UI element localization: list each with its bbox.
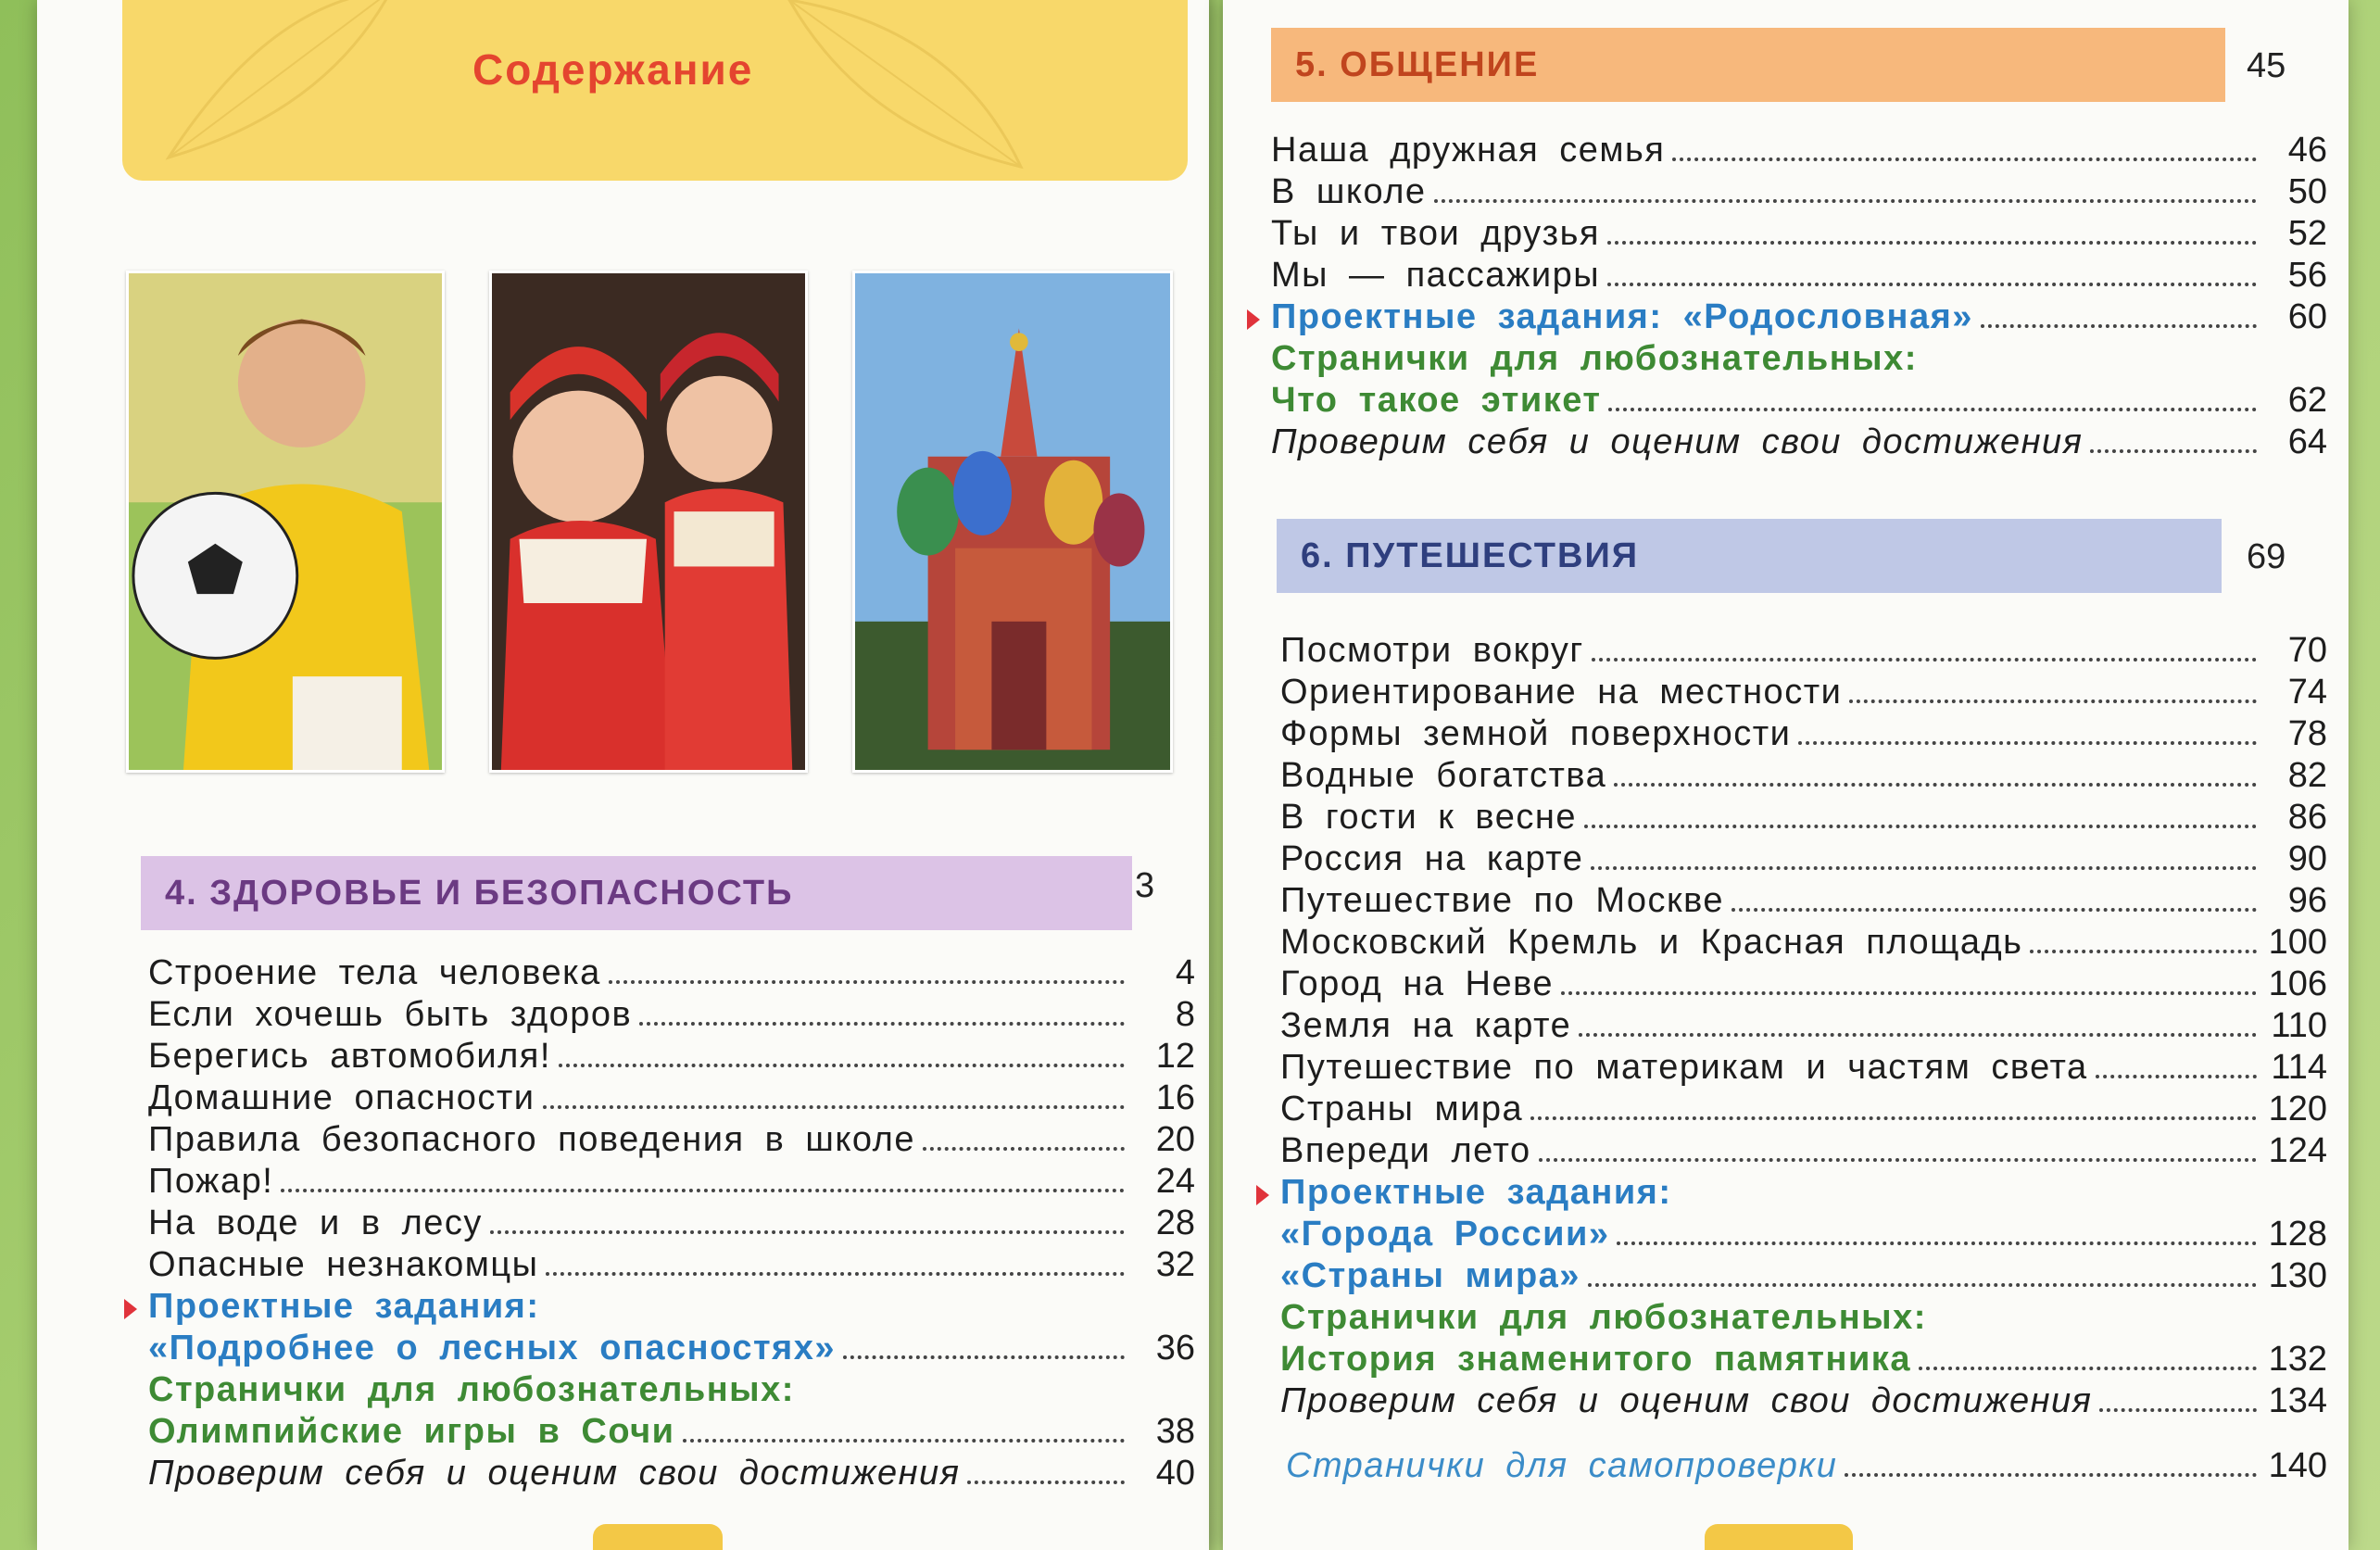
leaf-decoration-icon [771,0,1030,176]
toc-entry[interactable] [1280,630,2327,672]
toc-entry-page: 86 [2287,798,2327,837]
toc-entry-title: Впереди лето [1280,1131,1531,1170]
toc-entry-page: 128 [2268,1215,2327,1254]
toc-entry[interactable] [1280,1297,2327,1339]
toc-entry-page: 130 [2268,1256,2327,1295]
toc-entry[interactable] [148,1119,1195,1161]
toc-entry[interactable] [1280,755,2327,797]
dot-leader [683,1435,1125,1443]
toc-entry-page: 78 [2287,714,2327,753]
dot-leader [1607,237,2257,245]
toc-entry-title: «Страны мира» [1280,1256,1580,1295]
red-triangle-marker-icon [1247,309,1260,330]
toc-entry-page: 106 [2268,964,2327,1003]
toc-entry-page: 120 [2268,1090,2327,1128]
toc-entry-title: Проектные задания: «Родословная» [1271,297,1973,336]
toc-entry[interactable] [1280,1089,2327,1130]
toc-entry-page: 46 [2287,131,2327,170]
toc-entry-page: 124 [2268,1131,2327,1170]
toc-entry-page: 96 [2287,881,2327,920]
dot-leader [2030,946,2257,953]
toc-entry-title: Проверим себя и оценим свои достижения [1280,1381,2093,1420]
toc-entry[interactable] [148,952,1195,994]
toc-entry-title: Проектные задания: [1280,1173,1672,1212]
toc-entry-page: 74 [2287,673,2327,712]
dot-leader [1608,404,2257,411]
toc-entry[interactable] [1280,964,2327,1005]
toc-entry-title: Наша дружная семья [1271,131,1666,170]
dot-leader [1607,279,2257,286]
dot-leader [1617,1238,2257,1245]
toc-entry-title: Странички для любознательных: [1280,1298,1927,1337]
dot-leader [2099,1405,2257,1412]
dot-leader [1579,1029,2257,1037]
toc-entry-title: Берегись автомобиля! [148,1037,551,1076]
section-4-header: 4. ЗДОРОВЬЕ И БЕЗОПАСНОСТЬ [141,856,1132,930]
toc-entry-page: 110 [2271,1006,2327,1045]
dot-leader [1592,654,2257,662]
dot-leader [609,977,1125,984]
dot-leader [1530,1113,2257,1120]
toc-entry[interactable] [148,1244,1195,1286]
toc-entry-page: 60 [2287,297,2327,336]
dot-leader [1672,154,2257,161]
toc-entry-title: Путешествие по материкам и частям света [1280,1048,2088,1087]
toc-entry[interactable] [1280,922,2327,964]
dot-leader [1849,696,2257,703]
page-number-tab [1705,1524,1853,1550]
toc-entry-page: 56 [2287,256,2327,295]
toc-entry[interactable] [1280,1130,2327,1172]
dot-leader [1981,321,2257,328]
toc-entry[interactable] [1271,171,2327,213]
dot-leader [1539,1154,2257,1162]
st-basils-cathedral-photo [852,271,1173,773]
toc-entry-title: Проектные задания: [148,1287,540,1326]
toc-entry-title: Россия на карте [1280,839,1584,878]
dot-leader [1845,1469,2257,1477]
toc-entry[interactable] [148,1369,1195,1411]
toc-entry-title: Странички для любознательных: [148,1370,795,1409]
red-triangle-marker-icon [124,1299,137,1319]
dot-leader [1731,904,2257,912]
toc-entry[interactable] [1280,713,2327,755]
dot-leader [546,1268,1125,1276]
toc-entry-title: Формы земной поверхности [1280,714,1792,753]
toc-entry[interactable] [1280,672,2327,713]
dot-leader [967,1477,1125,1484]
toc-entry-title: В гости к весне [1280,798,1577,837]
dot-leader [923,1143,1125,1151]
section-4-toc [148,952,1195,1494]
toc-entry-title: В школе [1271,172,1427,211]
toc-entry[interactable] [1280,1047,2327,1089]
toc-entry-title: Опасные незнакомцы [148,1245,539,1284]
toc-entry[interactable] [148,1077,1195,1119]
toc-entry-page: 64 [2287,422,2327,461]
toc-entry[interactable] [1271,338,2327,380]
section-4-page-number: 3 [1135,866,1155,905]
toc-entry[interactable] [148,1411,1195,1453]
toc-entry-page: 90 [2287,839,2327,878]
toc-entry-title: Странички для самопроверки [1286,1446,1838,1485]
toc-entry[interactable] [1280,880,2327,922]
toc-entry-page: 32 [1155,1245,1195,1284]
toc-entry-page: 40 [1155,1454,1195,1493]
toc-entry[interactable] [148,1286,1195,1328]
toc-entry-title: Пожар! [148,1162,274,1201]
section-6-header: 6. ПУТЕШЕСТВИЯ [1277,519,2222,593]
toc-entry-title: Если хочешь быть здоров [148,995,633,1034]
dot-leader [1434,195,2257,203]
girls-in-folk-costume-photo [489,271,808,773]
toc-entry-page: 140 [2268,1446,2327,1485]
dot-leader [1591,863,2257,870]
dot-leader [1614,779,2257,787]
toc-entry-title: Город на Неве [1280,964,1554,1003]
toc-entry-title: Ты и твои друзья [1271,214,1600,253]
dot-leader [543,1102,1125,1109]
toc-entry[interactable] [148,1203,1195,1244]
toc-entry[interactable] [1280,1005,2327,1047]
toc-entry[interactable] [1271,422,2327,463]
section-6-page-number: 69 [2247,537,2286,576]
red-triangle-marker-icon [1256,1185,1269,1205]
dot-leader [2096,1071,2257,1078]
toc-entry-page: 134 [2268,1381,2327,1420]
toc-entry-title: «Подробнее о лесных опасностях» [148,1329,837,1367]
toc-entry-title: Строение тела человека [148,953,601,992]
toc-entry[interactable] [1280,1380,2327,1422]
toc-entry-page: 50 [2287,172,2327,211]
toc-entry-page: 16 [1155,1078,1195,1117]
toc-entry-title: Ориентирование на местности [1280,673,1843,712]
toc-entry[interactable] [1280,1339,2327,1380]
toc-entry-page: 52 [2287,214,2327,253]
page-number-tab [593,1524,723,1550]
toc-entry[interactable] [1271,213,2327,255]
toc-entry-title: Правила безопасного поведения в школе [148,1120,915,1159]
toc-entry-title: Что такое этикет [1271,381,1602,420]
toc-entry-title: Домашние опасности [148,1078,535,1117]
toc-entry-page: 8 [1175,995,1195,1034]
toc-entry-title: Путешествие по Москве [1280,881,1725,920]
toc-entry-page: 62 [2287,381,2327,420]
toc-entry-title: Проверим себя и оценим свои достижения [148,1454,961,1493]
dot-leader [2090,446,2257,453]
toc-entry[interactable] [148,1161,1195,1203]
toc-entry-title: Водные богатства [1280,756,1607,795]
toc-entry-title: Мы — пассажиры [1271,256,1601,295]
dot-leader [1584,821,2257,828]
toc-entry[interactable] [1271,296,2327,338]
toc-entry-title: Странички для любознательных: [1271,339,1918,378]
section-5-header: 5. ОБЩЕНИЕ [1271,28,2225,102]
toc-entry-title: Московский Кремль и Красная площадь [1280,923,2023,962]
toc-entry[interactable] [1271,130,2327,171]
page-title: Содержание [472,45,754,94]
toc-entry-page: 12 [1155,1037,1195,1076]
toc-entry[interactable] [1280,1214,2327,1255]
toc-entry-self-check[interactable] [1286,1445,2327,1487]
section-5-page-number: 45 [2247,46,2286,85]
toc-entry-title: Земля на карте [1280,1006,1572,1045]
toc-entry[interactable] [148,1328,1195,1369]
toc-entry-page: 4 [1175,953,1195,992]
toc-entry[interactable] [1280,1172,2327,1214]
toc-entry-page: 28 [1155,1203,1195,1242]
dot-leader [559,1060,1125,1067]
dot-leader [490,1227,1125,1234]
dot-leader [843,1352,1125,1359]
toc-entry[interactable] [148,1036,1195,1077]
toc-entry-page: 20 [1155,1120,1195,1159]
dot-leader [1798,737,2257,745]
toc-entry-title: «Города России» [1280,1215,1610,1254]
boy-with-soccer-ball-photo [126,271,445,773]
right-page [1223,0,2349,1550]
toc-entry-title: Посмотри вокруг [1280,631,1584,670]
toc-entry-page: 132 [2268,1340,2327,1379]
section-6-toc [1280,630,2327,1422]
toc-entry-title: История знаменитого памятника [1280,1340,1911,1379]
toc-entry-title: Олимпийские игры в Сочи [148,1412,675,1451]
dot-leader [281,1185,1125,1192]
left-page [37,0,1209,1550]
toc-entry[interactable] [1280,797,2327,838]
toc-entry[interactable] [1271,255,2327,296]
toc-entry-title: На воде и в лесу [148,1203,483,1242]
section-5-toc [1271,130,2327,463]
toc-entry-page: 36 [1155,1329,1195,1367]
toc-entry-page: 100 [2268,923,2327,962]
dot-leader [1561,988,2257,995]
toc-entry-title: Проверим себя и оценим свои достижения [1271,422,2084,461]
toc-entry-page: 70 [2287,631,2327,670]
toc-entry-page: 38 [1155,1412,1195,1451]
dot-leader [1588,1279,2257,1287]
leaf-decoration-icon [159,0,400,167]
toc-entry[interactable] [148,994,1195,1036]
toc-entry-page: 114 [2271,1048,2327,1087]
toc-entry[interactable] [1280,1255,2327,1297]
toc-entry-page: 82 [2287,756,2327,795]
self-check-toc [1286,1445,2327,1487]
toc-entry-page: 24 [1155,1162,1195,1201]
dot-leader [1919,1363,2257,1370]
toc-entry-title: Страны мира [1280,1090,1524,1128]
toc-entry[interactable] [1280,838,2327,880]
dot-leader [639,1018,1125,1026]
toc-entry[interactable] [148,1453,1195,1494]
toc-entry[interactable] [1271,380,2327,422]
